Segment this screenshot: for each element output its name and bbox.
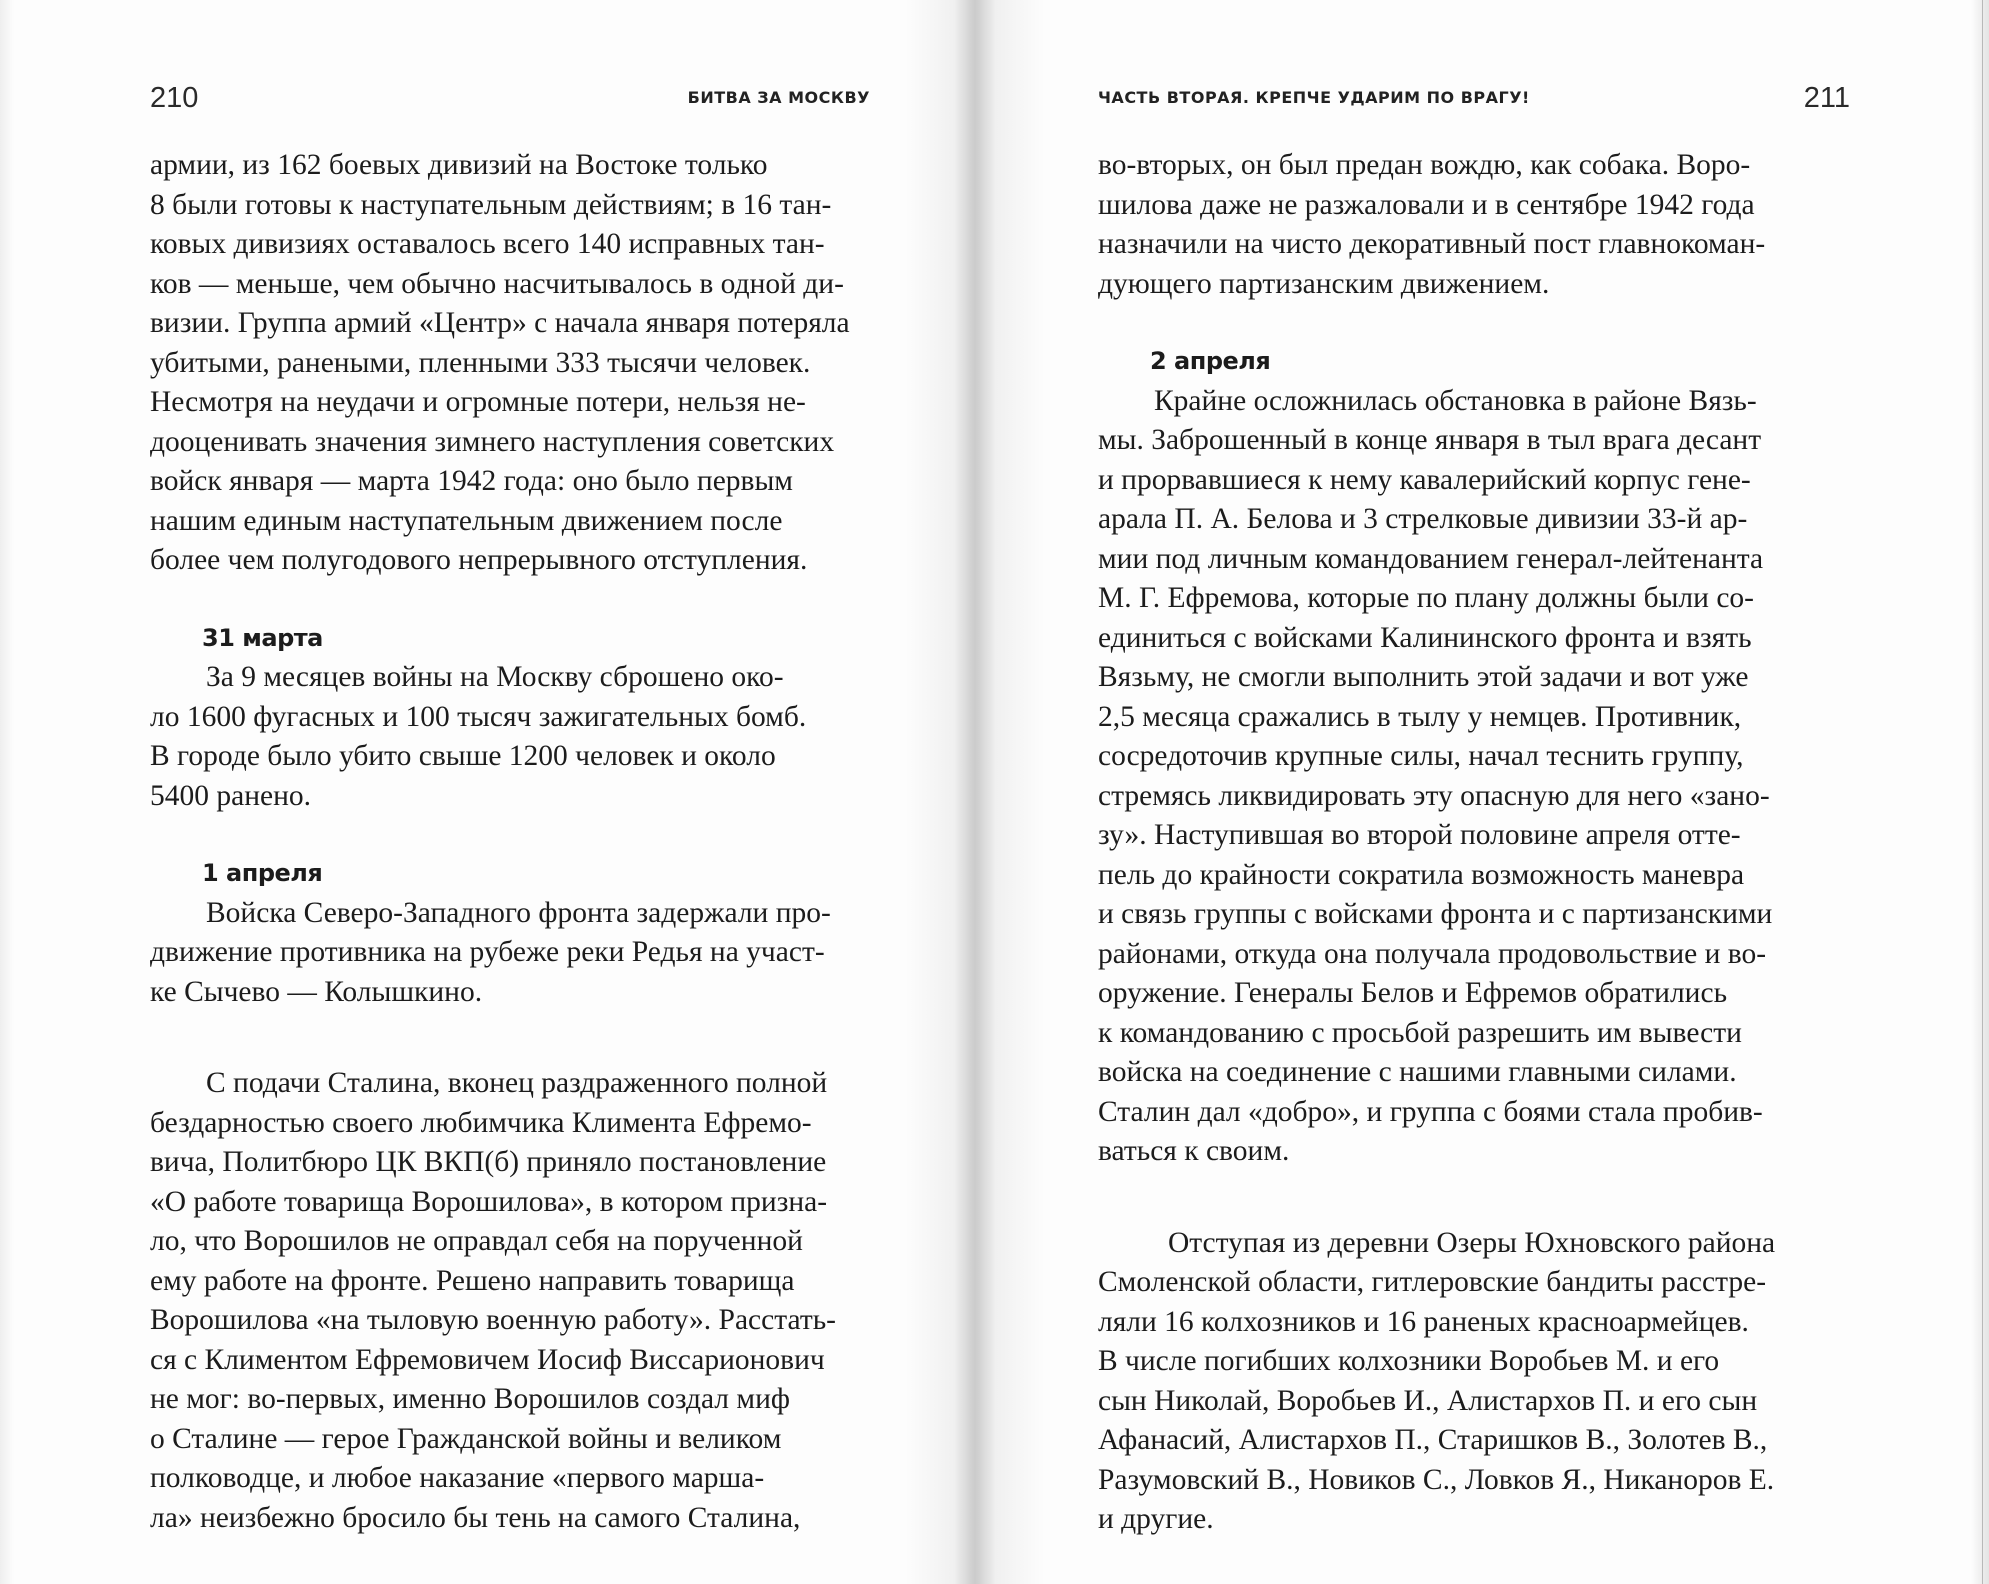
text-line: армии, из 162 боевых дивизий на Востоке только xyxy=(150,149,768,181)
text-line: Смоленской области, гитлеровские бандиты расстре- xyxy=(1098,1266,1767,1298)
text-line: ваться к своим. xyxy=(1098,1135,1290,1167)
text-line: Отступая из деревни Озеры Юхновского района xyxy=(1168,1226,1776,1259)
text-line: не мог: во-первых, именно Ворошилов создал миф xyxy=(150,1383,790,1415)
text-line: арала П. А. Белова и 3 стрелковые дивизии 33-й ар- xyxy=(1098,503,1748,535)
text-line: оружение. Генералы Белов и Ефремов обратились xyxy=(1098,977,1728,1009)
date-heading: 31 марта xyxy=(202,623,323,652)
running-head: БИТВА ЗА МОСКВУ xyxy=(687,88,870,107)
text-line: Афанасий, Алистархов П., Старишков В., Золотев В., xyxy=(1098,1424,1768,1456)
text-line: Крайне осложнилась обстановка в районе Вязь- xyxy=(1154,384,1757,417)
text-line: «О работе товарища Ворошилова», в котором призна- xyxy=(150,1185,828,1218)
text-line: ло, что Ворошилов не оправдал себя на порученной xyxy=(150,1225,803,1257)
text-line: во-вторых, он был предан вождю, как собака. Воро- xyxy=(1098,149,1751,181)
text-line: Сталин дал «добро», и группа с боями стала пробив- xyxy=(1098,1095,1763,1128)
page-edge-shadow-left xyxy=(0,0,14,1584)
text-line: нашим единым наступательным движением после xyxy=(150,504,783,537)
spacer xyxy=(150,1012,890,1064)
text-line: районами, откуда она получала продовольствие и во- xyxy=(1098,937,1767,970)
book-gutter xyxy=(905,0,1045,1584)
text-line: Несмотря на неудачи и огромные потери, нельзя не- xyxy=(150,386,806,418)
paragraph xyxy=(150,146,890,581)
text-line: движение противника на рубеже реки Редья на участ- xyxy=(150,936,825,968)
text-line: Ворошилова «на тыловую военную работу». Расстать- xyxy=(150,1304,836,1336)
spacer xyxy=(150,581,890,619)
text-line: В городе было убито свыше 1200 человек и около xyxy=(150,740,776,772)
text-line: дующего партизанским движением. xyxy=(1098,267,1550,300)
spacer xyxy=(1098,1172,1850,1224)
page-body xyxy=(1098,146,1850,1540)
text-line: стремясь ликвидировать эту опасную для него «зано- xyxy=(1098,779,1770,812)
text-line: пель до крайности сократила возможность маневра xyxy=(1098,858,1745,891)
paragraph xyxy=(1098,1224,1850,1540)
text-line: ковых дивизиях оставалось всего 140 исправных тан- xyxy=(150,228,825,260)
text-line: С подачи Сталина, вконец раздраженного полной xyxy=(206,1067,828,1099)
paragraph xyxy=(1098,146,1850,304)
text-line: Разумовский В., Новиков С., Ловков Я., Никаноров Е. xyxy=(1098,1463,1775,1496)
text-line: войск января — марта 1942 года: оно было первым xyxy=(150,465,793,497)
text-line: вича, Политбюро ЦК ВКП(б) приняло постановление xyxy=(150,1146,827,1178)
text-line: Войска Северо-Западного фронта задержали про- xyxy=(206,896,831,929)
text-line: сосредоточив крупные силы, начал теснить группу, xyxy=(1098,740,1744,772)
page-number: 211 xyxy=(1803,82,1850,114)
paragraph xyxy=(150,1064,890,1538)
text-line: убитыми, ранеными, пленными 333 тысячи человек. xyxy=(150,346,811,379)
text-line: бездарностью своего любимчика Климента Ефремо- xyxy=(150,1106,812,1139)
text-line: ло 1600 фугасных и 100 тысяч зажигательных бомб. xyxy=(150,700,807,733)
text-line: ла» неизбежно бросило бы тень на самого Сталина, xyxy=(150,1501,801,1534)
text-line: назначили на чисто декоративный пост главнокоман- xyxy=(1098,228,1766,260)
right-page xyxy=(1098,0,1850,1584)
text-line: За 9 месяцев войны на Москву сброшено око- xyxy=(206,661,784,693)
text-line: визии. Группа армий «Центр» с начала января потеряла xyxy=(150,307,850,339)
text-line: ке Сычево — Колышкино. xyxy=(150,975,483,1008)
dated-entry xyxy=(150,619,890,817)
page-edge-shadow-right xyxy=(1971,0,1989,1584)
text-line: 2,5 месяца сражались в тылу у немцев. Противник, xyxy=(1098,700,1742,733)
text-line: и другие. xyxy=(1098,1503,1214,1535)
text-line: полководце, и любое наказание «первого марша- xyxy=(150,1462,765,1494)
text-line: сын Николай, Воробьев И., Алистархов П. и его сын xyxy=(1098,1384,1758,1417)
text-line: мии под личным командованием генерал-лейтенанта xyxy=(1098,542,1764,575)
text-line: и связь группы с войсками фронта и с партизанскими xyxy=(1098,898,1773,930)
text-line: В числе погибших колхозники Воробьев М. и его xyxy=(1098,1345,1720,1377)
dated-entry xyxy=(150,854,890,1012)
text-line: ся с Климентом Ефремовичем Иосиф Виссарионович xyxy=(150,1343,825,1376)
text-line: войска на соединение с нашими главными силами. xyxy=(1098,1056,1737,1088)
page-number: 210 xyxy=(150,82,199,114)
spacer xyxy=(1098,304,1850,342)
text-line: мы. Заброшенный в конце января в тыл врага десант xyxy=(1098,424,1762,456)
text-line: зу». Наступившая во второй половине апреля отте- xyxy=(1098,819,1741,851)
text-line: Вязьму, не смогли выполнить этой задачи и вот уже xyxy=(1098,661,1749,693)
text-line: М. Г. Ефремова, которые по плану должны были со- xyxy=(1098,582,1754,614)
spacer xyxy=(150,816,890,854)
text-line: ляли 16 колхозников и 16 раненых красноармейцев. xyxy=(1098,1305,1749,1338)
text-line: 5400 ранено. xyxy=(150,779,312,812)
left-page xyxy=(150,0,890,1584)
text-line: дооценивать значения зимнего наступления советских xyxy=(150,425,835,458)
text-line: и прорвавшиеся к нему кавалерийский корпус гене- xyxy=(1098,463,1751,496)
text-line: более чем полугодового непрерывного отступления. xyxy=(150,544,808,576)
text-line: 8 были готовы к наступательным действиям; в 16 тан- xyxy=(150,188,832,221)
date-heading: 2 апреля xyxy=(1150,347,1271,375)
text-line: шилова даже не разжаловали и в сентябре 1942 года xyxy=(1098,188,1755,221)
running-head: ЧАСТЬ ВТОРАЯ. КРЕПЧЕ УДАРИМ ПО ВРАГУ! xyxy=(1098,88,1530,107)
text-line: ему работе на фронте. Решено направить товарища xyxy=(150,1264,795,1297)
page-body xyxy=(150,146,890,1538)
date-heading: 1 апреля xyxy=(202,859,323,887)
text-line: о Сталине — герое Гражданской войны и великом xyxy=(150,1422,782,1455)
text-line: к командованию с просьбой разрешить им вывести xyxy=(1098,1016,1742,1049)
text-line: ков — меньше, чем обычно насчитывалось в одной ди- xyxy=(150,267,844,300)
text-line: единиться с войсками Калининского фронта и взять xyxy=(1098,621,1752,654)
dated-entry xyxy=(1098,342,1850,1172)
